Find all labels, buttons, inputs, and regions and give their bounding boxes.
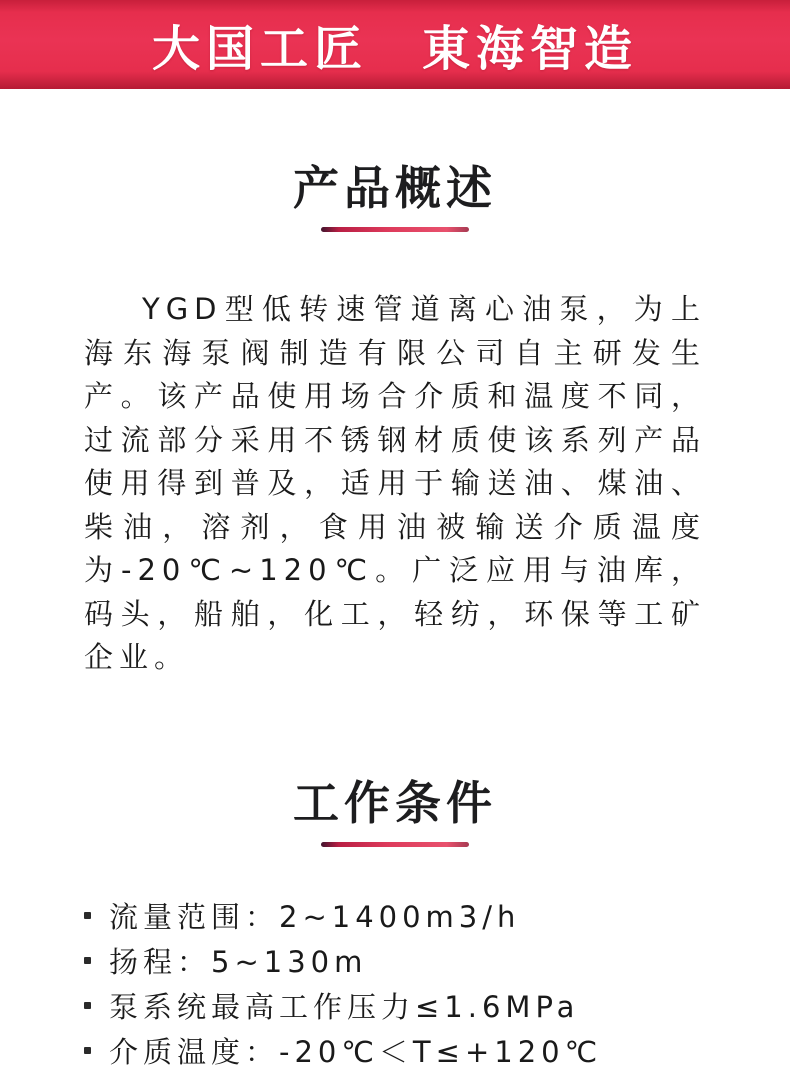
- title-underline-accent: [321, 227, 469, 232]
- spec-item-medium-temperature: [84, 1028, 790, 1073]
- spec-item-text: 流量范围：2~1400m3/h: [109, 899, 521, 934]
- overview-section-title: 产品概述: [293, 161, 497, 215]
- spec-item-flow-range: [84, 893, 790, 938]
- title-underline-accent: [321, 842, 469, 847]
- bullet-icon: [84, 957, 91, 964]
- bullet-icon: [84, 1047, 91, 1054]
- bullet-icon: [84, 1002, 91, 1009]
- header-banner: [0, 0, 790, 89]
- spec-item-head: [84, 938, 790, 983]
- overview-section: [0, 89, 790, 680]
- spec-item-text: 泵系统最高工作压力≤1.6MPa: [109, 989, 580, 1024]
- bullet-icon: [84, 912, 91, 919]
- conditions-section-title: 工作条件: [293, 775, 497, 830]
- spec-item-text: 扬程：5~130m: [109, 944, 368, 979]
- overview-paragraph: YGD型低转速管道离心油泵，为上海东海泵阀制造有限公司自主研发生产。该产品使用场合介质和温度不同，过流部分采用不锈钢材质使该系列产品使用得到普及，适用于输送油、煤油、柴油，溶剂，食用油被输送介质温度为-20℃~120℃。广泛应用与油库，码头，船舶，化工，轻纺，环保等工矿企业。: [84, 292, 706, 674]
- spec-item-max-pressure: [84, 983, 790, 1028]
- conditions-section: [0, 680, 790, 1073]
- spec-item-text: 介质温度：-20℃＜T≤+120℃: [109, 1034, 603, 1069]
- banner-title: 大国工匠 東海智造: [151, 21, 638, 77]
- spec-list: [0, 893, 790, 1073]
